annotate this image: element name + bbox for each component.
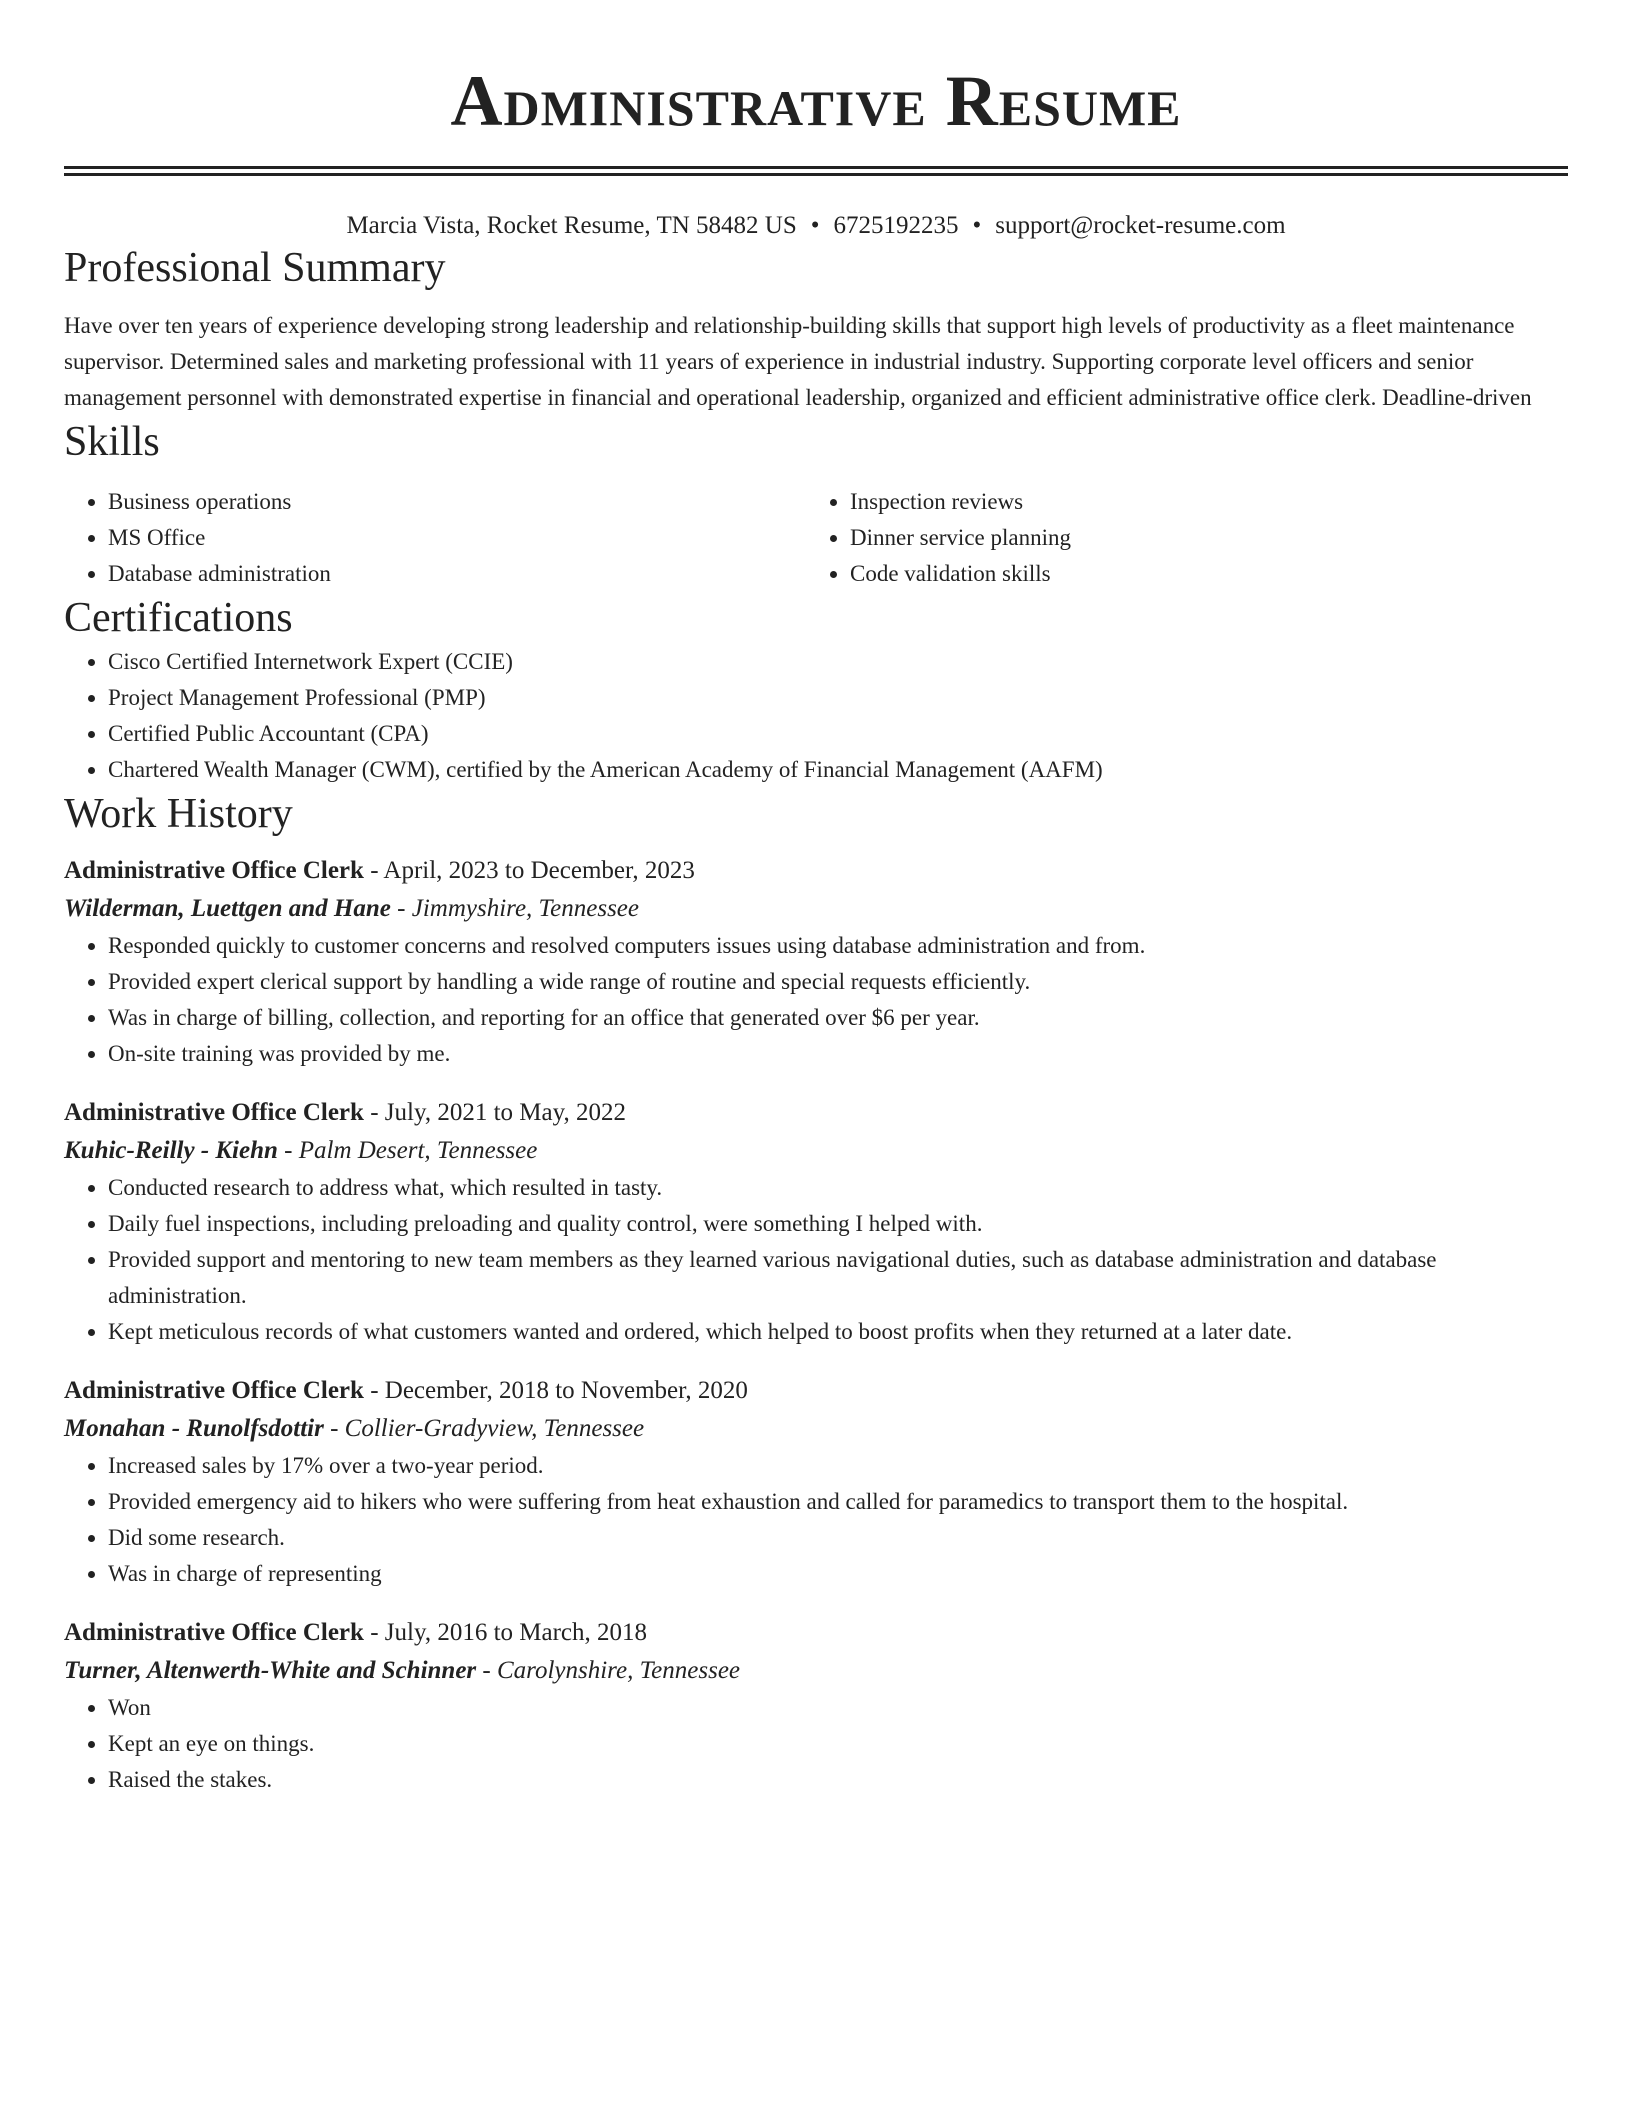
certification-item: • Cisco Certified Internetwork Expert (CCIE)	[108, 644, 1568, 680]
job-location: Carolynshire, Tennessee	[496, 1657, 741, 1684]
job-company-line	[64, 1132, 1568, 1170]
skill-item: • MS Office	[108, 520, 806, 556]
job-dates: July, 2021 to May, 2022	[384, 1099, 626, 1126]
skills-column-left	[64, 484, 806, 592]
document-title: Administrative Resume	[450, 61, 1182, 141]
job-entry	[64, 1094, 1568, 1350]
skills-column-right	[806, 484, 1548, 592]
skills-heading: Skills	[64, 419, 160, 465]
job-bullet: • Increased sales by 17% over a two-year period.	[108, 1448, 1568, 1484]
job-bullet: • Kept an eye on things.	[108, 1726, 1568, 1762]
job-role: Administrative Office Clerk	[64, 1377, 364, 1404]
job-bullet: • Provided expert clerical support by handling a wide range of routine and special requests efficiently.	[108, 964, 1568, 1000]
dash: -	[363, 1377, 385, 1404]
job-bullet: • Daily fuel inspections, including preloading and quality control, were something I helped with.	[108, 1206, 1568, 1242]
skills-list-right	[806, 484, 1548, 592]
job-entry	[64, 1614, 1568, 1798]
dash: -	[323, 1415, 345, 1442]
certifications-list	[64, 644, 1568, 788]
dash: -	[363, 1619, 385, 1646]
certifications-heading: Certifications	[64, 595, 293, 641]
job-bullets	[64, 1690, 1568, 1798]
job-bullet: • Raised the stakes.	[108, 1762, 1568, 1798]
job-role: Administrative Office Clerk	[64, 1619, 364, 1646]
summary-text: Have over ten years of experience developing strong leadership and relationship-building skills that support high levels of productivity as a fleet maintenance supervisor. Determined sales and marketing professional with 11 years of experience in industrial industry. Supporting corporate level officers and senior management personnel with demonstrated expertise in financial and operational leadership, organized and efficient administrative office clerk. Deadline-driven	[64, 313, 1532, 410]
dash: -	[476, 1657, 497, 1684]
job-bullets	[64, 1448, 1568, 1592]
job-bullet: • Conducted research to address what, which resulted in tasty.	[108, 1170, 1568, 1206]
dash: -	[363, 1099, 385, 1126]
job-company-line	[64, 1410, 1568, 1448]
job-location: Collier-Gradyview, Tennessee	[344, 1415, 645, 1442]
title-divider	[64, 166, 1568, 176]
job-bullet: • Won	[108, 1690, 1568, 1726]
job-bullet: • Was in charge of billing, collection, and reporting for an office that generated over $6 per year.	[108, 1000, 1568, 1036]
certifications-section	[64, 592, 1568, 788]
job-company: Kuhic-Reilly - Kiehn	[64, 1137, 278, 1164]
dash: -	[363, 857, 384, 884]
job-bullet: • Kept meticulous records of what customers wanted and ordered, which helped to boost profits when they returned at a later date.	[108, 1314, 1568, 1350]
job-dates: April, 2023 to December, 2023	[383, 857, 695, 884]
job-company: Turner, Altenwerth-White and Schinner	[64, 1657, 477, 1684]
certification-item: • Certified Public Accountant (CPA)	[108, 716, 1568, 752]
job-header	[64, 1614, 1568, 1652]
job-bullet: • Was in charge of representing	[108, 1556, 1568, 1592]
job-header	[64, 1372, 1568, 1410]
contact-phone: 6725192235	[833, 212, 959, 239]
contact-line	[64, 210, 1568, 242]
job-bullet: • Did some research.	[108, 1520, 1568, 1556]
contact-separator: •	[810, 212, 820, 239]
job-bullets	[64, 928, 1568, 1072]
dash: -	[390, 895, 412, 922]
job-company: Monahan - Runolfsdottir	[64, 1415, 324, 1442]
job-dates: December, 2018 to November, 2020	[384, 1377, 748, 1404]
certification-item: • Chartered Wealth Manager (CWM), certified by the American Academy of Financial Management (AAFM)	[108, 752, 1568, 788]
skills-grid	[64, 484, 1568, 592]
job-bullets	[64, 1170, 1568, 1350]
job-company-line	[64, 890, 1568, 928]
job-bullet: • Provided emergency aid to hikers who were suffering from heat exhaustion and called for paramedics to transport them to the hospital.	[108, 1484, 1568, 1520]
contact-email: support@rocket-resume.com	[995, 212, 1286, 239]
summary-section	[64, 242, 1568, 416]
job-role: Administrative Office Clerk	[64, 857, 364, 884]
job-location: Jimmyshire, Tennessee	[411, 895, 639, 922]
dash: -	[277, 1137, 299, 1164]
job-role: Administrative Office Clerk	[64, 1099, 364, 1126]
job-location: Palm Desert, Tennessee	[298, 1137, 538, 1164]
job-entry	[64, 852, 1568, 1072]
job-bullet: • Responded quickly to customer concerns and resolved computers issues using database administration and from.	[108, 928, 1568, 964]
job-bullet: • Provided support and mentoring to new team members as they learned various navigational duties, such as database administration and database administration.	[108, 1242, 1568, 1314]
skill-item: • Code validation skills	[850, 556, 1548, 592]
summary-heading: Professional Summary	[64, 245, 446, 291]
skill-item: • Dinner service planning	[850, 520, 1548, 556]
work-history-section	[64, 788, 1568, 1798]
job-company-line	[64, 1652, 1568, 1690]
contact-address: Marcia Vista, Rocket Resume, TN 58482 US	[346, 212, 797, 239]
skill-item: • Inspection reviews	[850, 484, 1548, 520]
skills-section	[64, 416, 1568, 592]
work-history-heading: Work History	[64, 791, 293, 837]
job-header	[64, 852, 1568, 890]
skill-item: • Database administration	[108, 556, 806, 592]
job-dates: July, 2016 to March, 2018	[384, 1619, 648, 1646]
job-header	[64, 1094, 1568, 1132]
contact-separator: •	[972, 212, 982, 239]
job-entry	[64, 1372, 1568, 1592]
certification-item: • Project Management Professional (PMP)	[108, 680, 1568, 716]
skill-item: • Business operations	[108, 484, 806, 520]
job-company: Wilderman, Luettgen and Hane	[64, 895, 391, 922]
skills-list-left	[64, 484, 806, 592]
job-bullet: • On-site training was provided by me.	[108, 1036, 1568, 1072]
